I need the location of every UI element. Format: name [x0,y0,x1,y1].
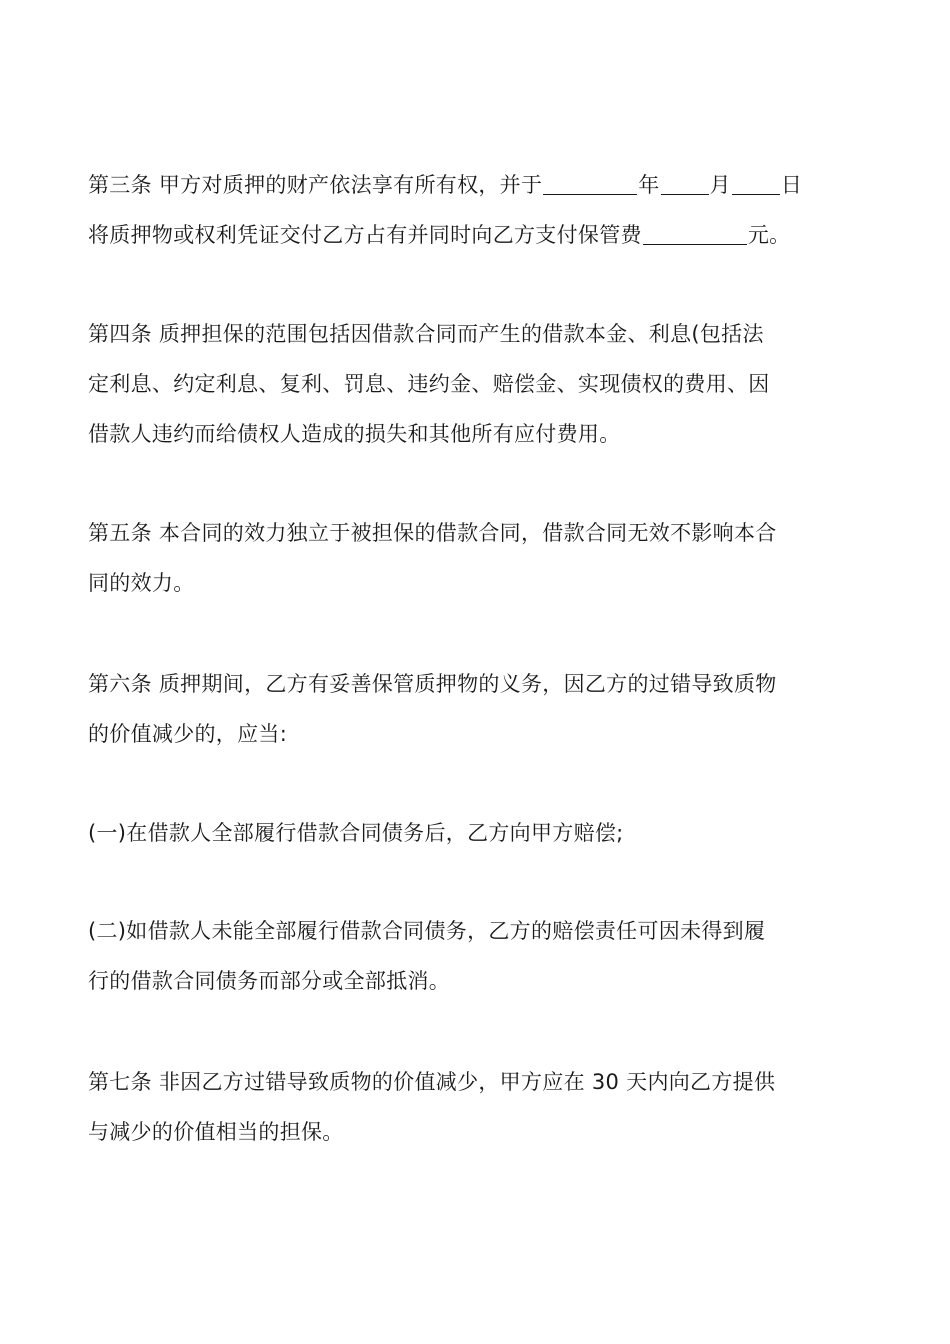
article-7-line-1: 第七条 非因乙方过错导致质物的价值减少，甲方应在 30 天内向乙方提供 [88,1070,776,1094]
item-2 [88,906,863,1006]
article-3-text-b: 年 [638,173,660,197]
article-5-line-2: 同的效力。 [88,571,195,595]
article-4 [88,309,863,459]
article-4-line-1: 第四条 质押担保的范围包括因借款合同而产生的借款本金、利息(包括法 [88,322,764,346]
article-5 [88,508,863,608]
item-2-line-1: (二)如借款人未能全部履行借款合同债务，乙方的赔偿责任可因未得到履 [88,919,766,943]
item-2-line-2: 行的借款合同债务而部分或全部抵消。 [88,969,451,993]
article-4-line-2: 定利息、约定利息、复利、罚息、违约金、赔偿金、实现债权的费用、因 [88,372,770,396]
article-3-text-a: 第三条 甲方对质押的财产依法享有所有权，并于 [88,173,543,197]
article-4-line-3: 借款人违约而给债权人造成的损失和其他所有应付费用。 [88,422,621,446]
article-3-text-c: 月 [709,173,731,197]
blank-day [732,172,780,195]
article-3 [88,160,863,260]
article-6 [88,659,863,759]
blank-year [543,172,637,195]
article-3-text-e: 将质押物或权利凭证交付乙方占有并同时向乙方支付保管费 [88,223,642,247]
article-7 [88,1057,863,1157]
article-3-text-d: 日 [780,173,803,197]
article-7-line-2: 与减少的价值相当的担保。 [88,1120,344,1144]
article-3-line-2 [88,210,863,260]
blank-fee [643,222,747,245]
blank-month [661,172,709,195]
item-1-line-1: (一)在借款人全部履行借款合同债务后，乙方向甲方赔偿; [88,821,624,845]
article-3-line-1 [88,160,863,210]
article-6-line-1: 第六条 质押期间，乙方有妥善保管质押物的义务，因乙方的过错导致质物 [88,672,777,696]
item-1 [88,808,863,858]
article-3-text-f: 元。 [747,223,791,247]
article-5-line-1: 第五条 本合同的效力独立于被担保的借款合同，借款合同无效不影响本合 [88,521,777,545]
article-6-line-2: 的价值减少的，应当: [88,722,288,746]
